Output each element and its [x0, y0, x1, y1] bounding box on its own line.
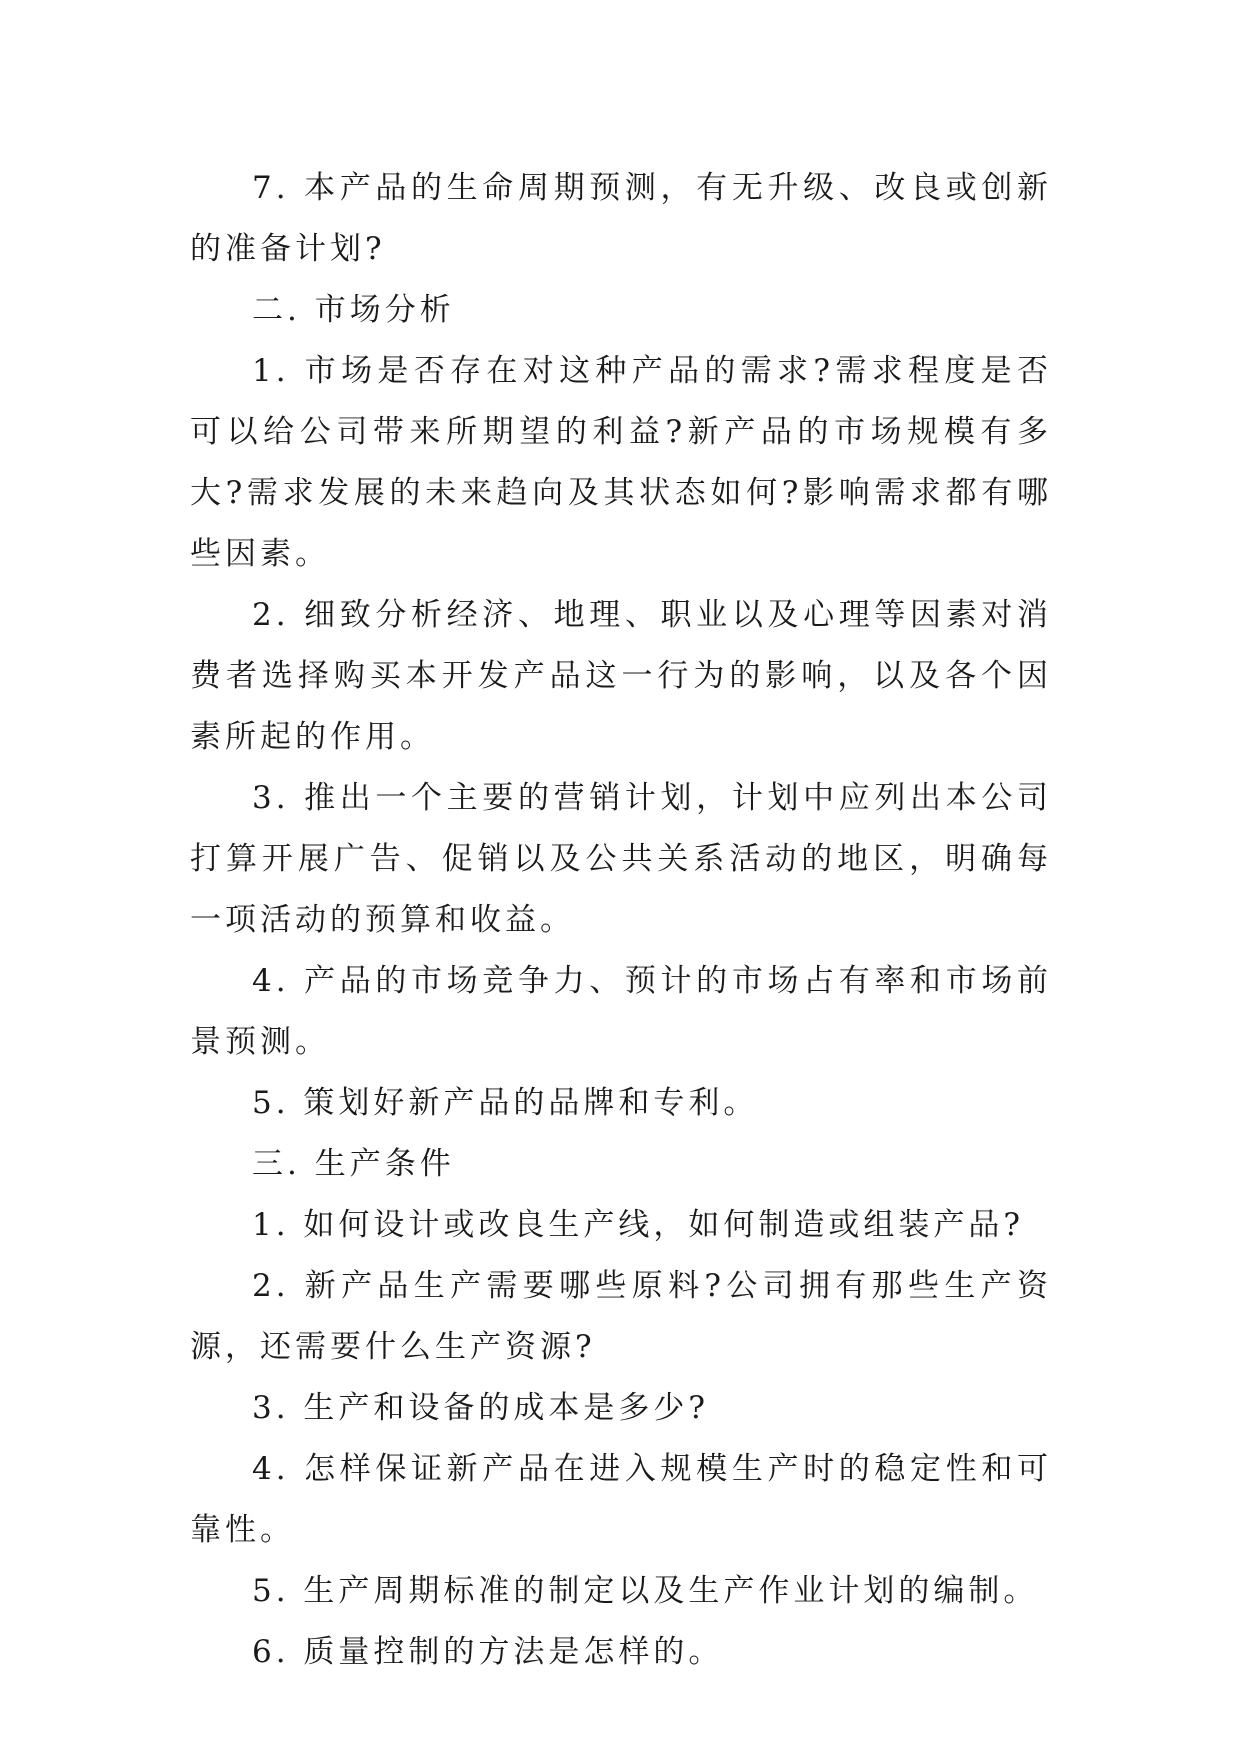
- paragraph-production-cycle: 5. 生产周期标准的制定以及生产作业计划的编制。: [252, 1573, 1039, 1609]
- section-heading-market-analysis: 二. 市场分析: [252, 292, 455, 328]
- paragraph-stability-reliability: 4. 怎样保证新产品在进入规模生产时的稳定性和可靠性。: [190, 1451, 1052, 1548]
- paragraph-production-line: 1. 如何设计或改良生产线，如何制造或组装产品?: [252, 1207, 1025, 1243]
- paragraph-marketing-plan: 3. 推出一个主要的营销计划，计划中应列出本公司打算开展广告、促销以及公共关系活动的地区，明确每一项活动的预算和收益。: [190, 780, 1052, 938]
- paragraph-consumer-factors: 2. 细致分析经济、地理、职业以及心理等因素对消费者选择购买本开发产品这一行为的影响，以及各个因素所起的作用。: [190, 597, 1052, 755]
- paragraph-lifecycle-forecast: 7. 本产品的生命周期预测，有无升级、改良或创新的准备计划?: [190, 170, 1052, 267]
- document-body: [190, 158, 1052, 1683]
- paragraph-quality-control: 6. 质量控制的方法是怎样的。: [252, 1634, 724, 1670]
- paragraph-equipment-cost: 3. 生产和设备的成本是多少?: [252, 1390, 710, 1426]
- paragraph-raw-materials: 2. 新产品生产需要哪些原料?公司拥有那些生产资源，还需要什么生产资源?: [190, 1268, 1052, 1365]
- section-heading-production-conditions: 三. 生产条件: [252, 1146, 455, 1182]
- paragraph-market-demand: 1. 市场是否存在对这种产品的需求?需求程度是否可以给公司带来所期望的利益?新产品的市场规模有多大?需求发展的未来趋向及其状态如何?影响需求都有哪些因素。: [190, 353, 1052, 572]
- paragraph-brand-patent: 5. 策划好新产品的品牌和专利。: [252, 1085, 759, 1121]
- paragraph-market-competitiveness: 4. 产品的市场竞争力、预计的市场占有率和市场前景预测。: [190, 963, 1052, 1060]
